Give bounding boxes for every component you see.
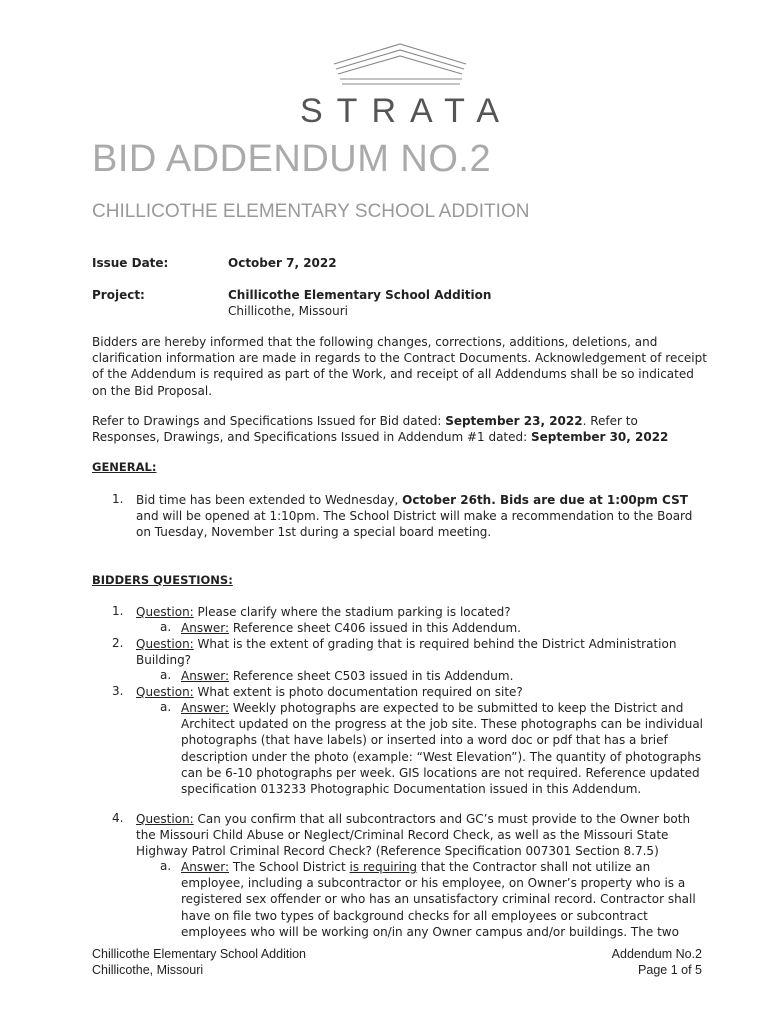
- question-number: 4.: [112, 811, 124, 825]
- intro-paragraph: Bidders are hereby informed that the following changes, corrections, additions, deletions, and clarification information are made in regards to the Contract Documents. Acknowledgement of receipt of the Addendum is required as part of the Work, and receipt of all Addendums shall be so indicated on the Bid Proposal.: [92, 335, 707, 398]
- logo-wordmark: STRATA: [300, 92, 514, 130]
- answer-1: Answer: Reference sheet C406 issued in this Addendum.: [181, 621, 521, 635]
- bidders-questions-heading: BIDDERS QUESTIONS:: [92, 573, 233, 587]
- question-1: Question: Please clarify where the stadium parking is located?: [136, 605, 511, 619]
- project-name: Chillicothe Elementary School Addition: [228, 288, 492, 302]
- footer-project: Chillicothe Elementary School Addition: [92, 947, 307, 961]
- question-number: 1.: [112, 604, 124, 618]
- answer-letter: a.: [160, 859, 172, 873]
- issue-date-value: October 7, 2022: [228, 256, 337, 270]
- question-2: Question: What is the extent of grading that is required behind the District Administration Building?: [136, 637, 677, 668]
- answer-letter: a.: [160, 700, 172, 714]
- document-title: BID ADDENDUM NO.2: [92, 138, 492, 180]
- footer-page-number: Page 1 of 5: [638, 963, 702, 977]
- footer-location: Chillicothe, Missouri: [92, 963, 204, 977]
- question-4: Question: Can you confirm that all subcontractors and GC’s must provide to the Owner both the Missouri Child Abuse or Neglect/Criminal Record Check, as well as the Missouri State Highway Patrol Criminal Record Check? (Reference Specification 007301 Section 8.7.5): [136, 812, 691, 859]
- answer-3: Answer: Weekly photographs are expected to be submitted to keep the District and Architect updated on the progress at the job site. These photographs can be individual photographs (that have labels) or inserted into a word doc or pdf that has a brief description under the photo (example: “West Elevation”). The quantity of photographs can be 6-10 photographs per week. GIS locations are not required. Reference updated specification 013233 Photographic Documentation issued in this Addendum.: [181, 701, 704, 797]
- project-location: Chillicothe, Missouri: [228, 304, 348, 318]
- footer-right: [612, 946, 702, 978]
- reference-paragraph: Refer to Drawings and Specifications Issued for Bid dated: September 23, 2022. Refer to Responses, Drawings, and Specifications Issued in Addendum #1 dated: September 30, 2022: [92, 414, 669, 445]
- footer-left: [92, 946, 306, 978]
- answer-letter: a.: [160, 620, 172, 634]
- general-item-number: 1.: [112, 492, 124, 506]
- issue-date-label: Issue Date:: [92, 256, 169, 270]
- answer-4: Answer: The School District is requiring that the Contractor shall not utilize an employee, including a subcontractor or his employee, on Owner’s property who is a registered sex offender or who has an unsatisfactory criminal record. Contractor shall have on file two types of background checks for all employees or subcontract employees who will be working on/in any Owner campus and/or buildings. The two: [181, 860, 696, 939]
- question-3: Question: What extent is photo documentation required on site?: [136, 685, 523, 699]
- project-label: Project:: [92, 288, 145, 302]
- answer-2: Answer: Reference sheet C503 issued in tis Addendum.: [181, 669, 514, 683]
- general-heading: GENERAL:: [92, 460, 157, 474]
- footer-addendum: Addendum No.2: [611, 947, 702, 961]
- question-number: 2.: [112, 636, 124, 650]
- general-item-1: Bid time has been extended to Wednesday, October 26th. Bids are due at 1:00pm CST and will be opened at 1:10pm. The School District will make a recommendation to the Board on Tuesday, November 1st during a special board meeting.: [136, 493, 693, 540]
- document-subtitle: CHILLICOTHE ELEMENTARY SCHOOL ADDITION: [92, 201, 530, 222]
- question-number: 3.: [112, 684, 124, 698]
- answer-letter: a.: [160, 668, 172, 682]
